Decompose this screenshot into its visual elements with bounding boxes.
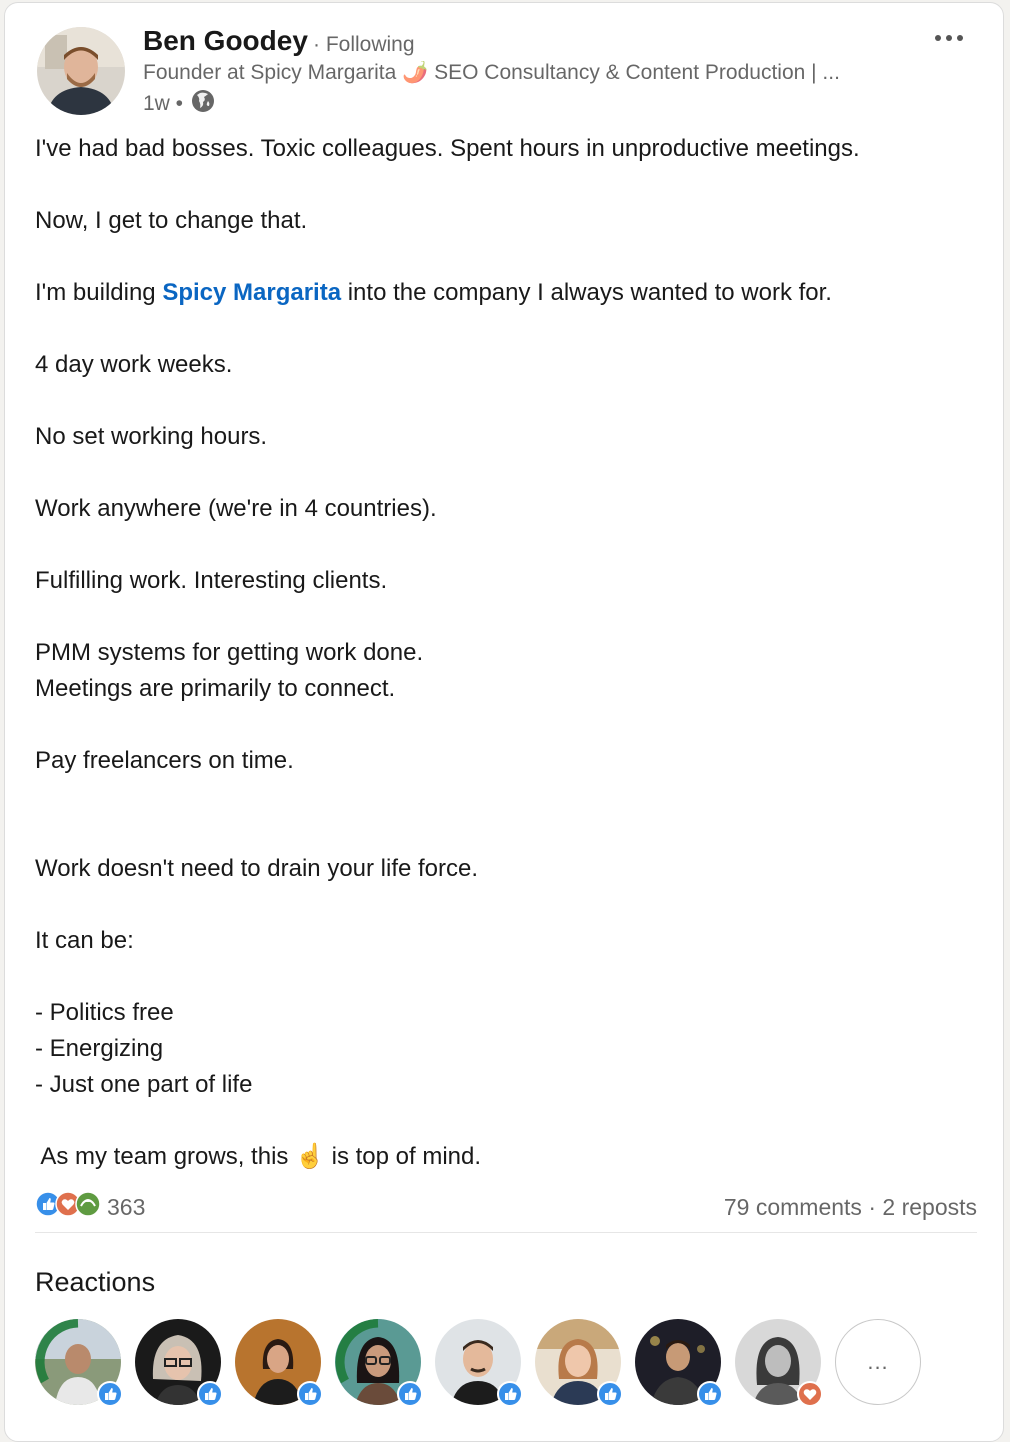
body-line: As my team grows, this ☝️ is top of mind. bbox=[35, 1143, 482, 1170]
body-line: Pay freelancers on time. bbox=[35, 747, 294, 774]
like-icon bbox=[497, 1381, 523, 1407]
body-text-fragment: into the company I always wanted to work for. bbox=[341, 279, 832, 306]
like-icon bbox=[97, 1381, 123, 1407]
social-counts-bar bbox=[35, 1187, 977, 1227]
body-line: It can be: bbox=[35, 927, 134, 954]
body-line: - Politics free bbox=[35, 999, 174, 1026]
body-line: I've had bad bosses. Toxic colleagues. Spent hours in unproductive meetings. bbox=[35, 135, 860, 162]
post-body bbox=[35, 131, 985, 1175]
reactors-list bbox=[35, 1319, 921, 1405]
more-horizontal-icon bbox=[934, 34, 964, 42]
reactions-heading: Reactions bbox=[35, 1267, 156, 1297]
more-options-button[interactable] bbox=[929, 23, 969, 53]
reactor-avatar[interactable] bbox=[135, 1319, 221, 1405]
reactor-avatar[interactable] bbox=[335, 1319, 421, 1405]
reactor-avatar[interactable] bbox=[35, 1319, 121, 1405]
separator-dot: · bbox=[861, 1193, 883, 1220]
love-icon bbox=[797, 1381, 823, 1407]
post-meta bbox=[143, 89, 215, 119]
reactor-avatar[interactable] bbox=[235, 1319, 321, 1405]
author-avatar[interactable] bbox=[37, 27, 125, 115]
body-line: 4 day work weeks. bbox=[35, 351, 233, 378]
reactions-summary[interactable] bbox=[35, 1191, 145, 1223]
reactor-avatar[interactable] bbox=[635, 1319, 721, 1405]
comments-count-link[interactable]: 79 comments bbox=[723, 1193, 862, 1220]
author-name[interactable]: Ben Goodey bbox=[143, 25, 308, 56]
globe-icon bbox=[191, 89, 215, 119]
author-headline: Founder at Spicy Margarita 🌶️ SEO Consultancy & Content Production | ... bbox=[143, 61, 840, 84]
body-line: No set working hours. bbox=[35, 423, 268, 450]
post-time: 1w • bbox=[143, 92, 184, 115]
reactor-avatar[interactable] bbox=[435, 1319, 521, 1405]
like-icon bbox=[297, 1381, 323, 1407]
body-line: - Energizing bbox=[35, 1035, 164, 1062]
divider bbox=[35, 1232, 977, 1233]
body-text-fragment: I'm building bbox=[35, 279, 163, 306]
body-line: PMM systems for getting work done. bbox=[35, 639, 424, 666]
body-line: Fulfilling work. Interesting clients. bbox=[35, 567, 388, 594]
body-line: Meetings are primarily to connect. bbox=[35, 675, 396, 702]
support-icon bbox=[75, 1191, 101, 1223]
reactor-avatar[interactable] bbox=[735, 1319, 821, 1405]
more-reactions-button[interactable]: ... bbox=[835, 1319, 921, 1405]
body-line: - Just one part of life bbox=[35, 1071, 253, 1098]
like-icon bbox=[397, 1381, 423, 1407]
post-card bbox=[4, 2, 1004, 1442]
following-status: · Following bbox=[313, 33, 415, 56]
like-icon bbox=[197, 1381, 223, 1407]
comments-reposts bbox=[724, 1194, 977, 1221]
like-icon bbox=[597, 1381, 623, 1407]
reactor-avatar[interactable] bbox=[535, 1319, 621, 1405]
reposts-count-link[interactable]: 2 reposts bbox=[882, 1193, 977, 1220]
reaction-count: 363 bbox=[107, 1193, 146, 1220]
like-icon bbox=[697, 1381, 723, 1407]
body-line: Now, I get to change that. bbox=[35, 207, 308, 234]
body-line: Work anywhere (we're in 4 countries). bbox=[35, 495, 437, 522]
body-line: Work doesn't need to drain your life force. bbox=[35, 855, 479, 882]
company-mention-link[interactable]: Spicy Margarita bbox=[162, 279, 342, 306]
body-line bbox=[35, 275, 985, 311]
